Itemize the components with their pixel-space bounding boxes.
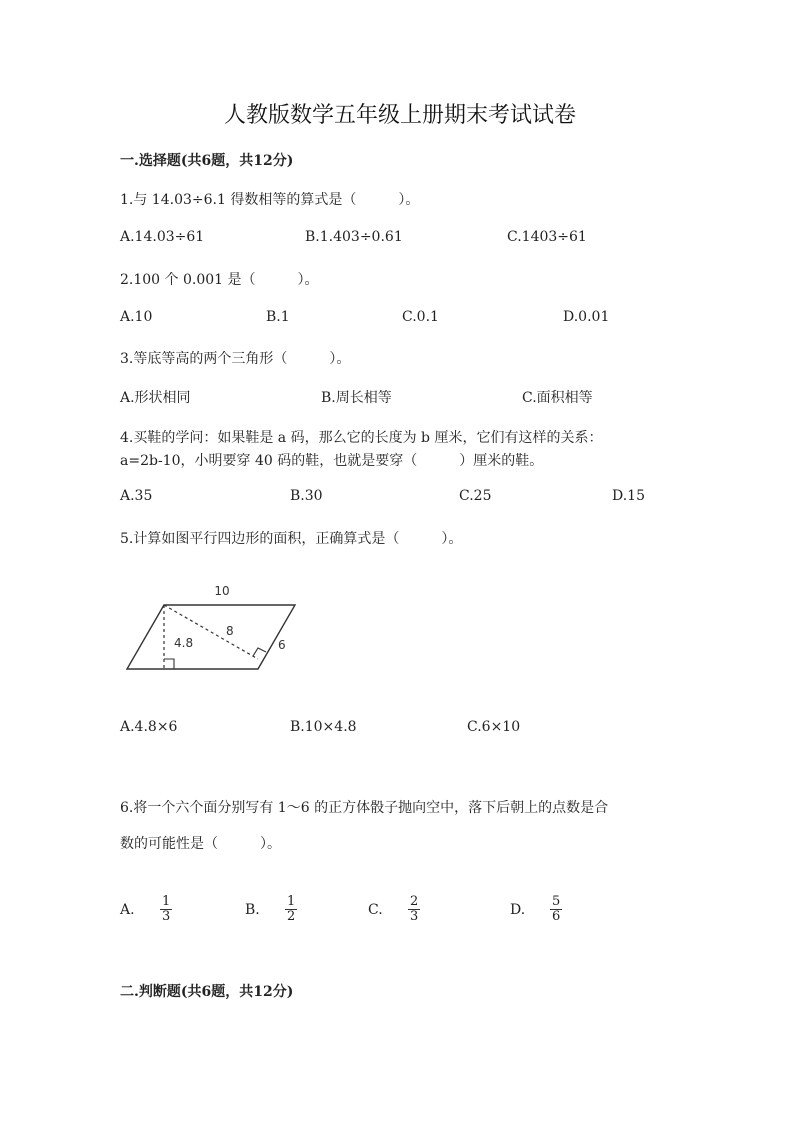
q6-option-d-fraction [550, 895, 562, 924]
q6-option-a-fraction [160, 895, 172, 924]
q3-option-a: A.形状相同 [120, 390, 191, 406]
parallelogram-figure [120, 575, 310, 680]
diagonal-height-line [164, 605, 258, 659]
question-6-line-1: 6.将一个六个面分别写有 1～6 的正方体骰子抛向空中，落下后朝上的点数是合 [120, 800, 609, 816]
q3-option-b: B.周长相等 [321, 390, 392, 406]
page-title: 人教版数学五年级上册期末考试试卷 [223, 103, 576, 128]
fraction-numerator: 1 [162, 894, 171, 909]
q2-option-c: C.0.1 [402, 309, 439, 325]
q4-option-b: B.30 [290, 488, 323, 504]
q2-option-d: D.0.01 [563, 309, 610, 325]
q6-option-c-label: C. [368, 902, 383, 918]
q1-option-a: A.14.03÷61 [120, 229, 205, 245]
section-2-heading: 二.判断题(共6题，共12分) [120, 984, 294, 1000]
label-top-10: 10 [214, 584, 230, 598]
question-4-line-2: a=2b-10，小明要穿 40 码的鞋，也就是要穿（ ）厘米的鞋。 [120, 453, 544, 469]
right-angle-mark-bottom [164, 659, 174, 669]
fraction-denominator: 3 [410, 909, 419, 924]
parallelogram-shape [127, 605, 295, 669]
question-5: 5.计算如图平行四边形的面积，正确算式是（ ）。 [120, 531, 463, 547]
fraction-denominator: 3 [162, 909, 171, 924]
right-angle-mark-side [253, 648, 266, 656]
question-2: 2.100 个 0.001 是（ ）。 [120, 272, 319, 288]
q6-option-a-label: A. [120, 902, 135, 918]
q1-option-c: C.1403÷61 [507, 229, 587, 245]
label-side-6: 6 [278, 638, 286, 652]
fraction-denominator: 2 [287, 909, 296, 924]
q6-option-b-fraction [285, 895, 297, 924]
q3-option-c: C.面积相等 [522, 390, 593, 406]
q6-option-b-label: B. [245, 902, 260, 918]
label-height-4-8: 4.8 [174, 636, 194, 650]
label-diagonal-8: 8 [226, 624, 234, 638]
q5-option-b: B.10×4.8 [290, 719, 357, 735]
q4-option-d: D.15 [612, 488, 645, 504]
question-3: 3.等底等高的两个三角形（ ）。 [120, 351, 351, 367]
fraction-numerator: 5 [552, 894, 561, 909]
q2-option-b: B.1 [266, 309, 290, 325]
q4-option-a: A.35 [120, 488, 153, 504]
question-4-line-1: 4.买鞋的学问：如果鞋是 a 码，那么它的长度为 b 厘米，它们有这样的关系： [120, 430, 603, 446]
fraction-denominator: 6 [552, 909, 561, 924]
q6-option-d-label: D. [510, 902, 526, 918]
q5-option-a: A.4.8×6 [120, 719, 178, 735]
q6-option-c-fraction [408, 895, 420, 924]
q5-option-c: C.6×10 [467, 719, 521, 735]
question-6-line-2: 数的可能性是（ ）。 [120, 836, 281, 852]
fraction-numerator: 1 [287, 894, 296, 909]
q1-option-b: B.1.403÷0.61 [305, 229, 403, 245]
q2-option-a: A.10 [120, 309, 153, 325]
q4-option-c: C.25 [459, 488, 492, 504]
section-1-heading: 一.选择题(共6题，共12分) [120, 153, 294, 169]
fraction-numerator: 2 [410, 894, 419, 909]
question-1: 1.与 14.03÷6.1 得数相等的算式是（ ）。 [120, 192, 420, 208]
